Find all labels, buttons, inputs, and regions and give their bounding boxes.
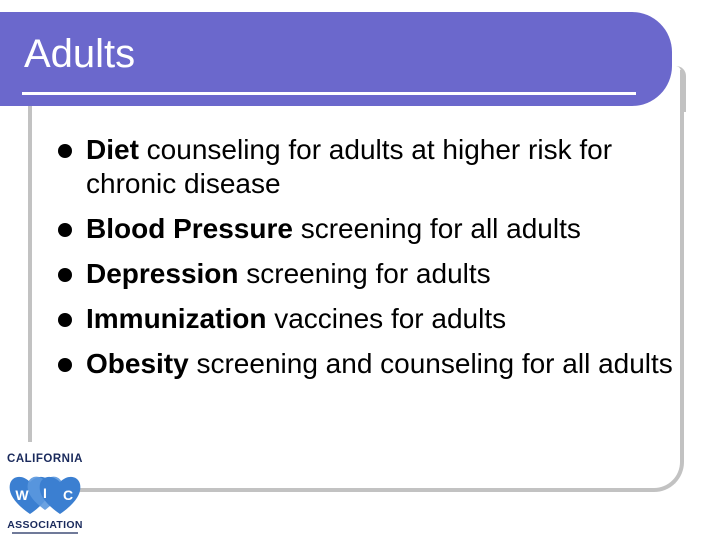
slide-title: Adults [24,32,136,76]
bullet-dot-icon [58,313,72,327]
bullet-text: counseling for adults at higher risk for chronic disease [86,134,613,199]
bullet-text: screening and counseling for all adults [188,348,673,379]
bullet-item [58,257,678,291]
bullet-text: screening for all adults [292,213,581,244]
bullet-list [58,133,678,392]
bullet-item [58,212,678,246]
bullet-item [58,302,678,336]
bullet-dot-icon [58,223,72,237]
bullet-keyword: Immunization [86,303,267,334]
bullet-keyword: Diet [86,134,139,165]
bullet-keyword: Obesity [86,348,189,379]
bullet-item [58,133,678,201]
logo-letter-c: C [62,487,74,503]
bullet-text: screening for adults [238,258,491,289]
bullet-keyword: Depression [86,258,239,289]
california-wic-association-logo [4,448,86,536]
logo-bottom-text: ASSOCIATION [7,519,83,531]
bullet-item [58,347,678,381]
slide-frame-corner [676,66,686,112]
bullet-text: vaccines for adults [266,303,507,334]
logo-top-text: CALIFORNIA [7,453,83,465]
logo-letter-w: W [15,487,29,503]
logo-letter-i: I [43,485,47,501]
bullet-dot-icon [58,268,72,282]
bullet-keyword: Blood Pressure [86,213,293,244]
bullet-dot-icon [58,144,72,158]
bullet-dot-icon [58,358,72,372]
slide-frame-left [28,106,32,442]
